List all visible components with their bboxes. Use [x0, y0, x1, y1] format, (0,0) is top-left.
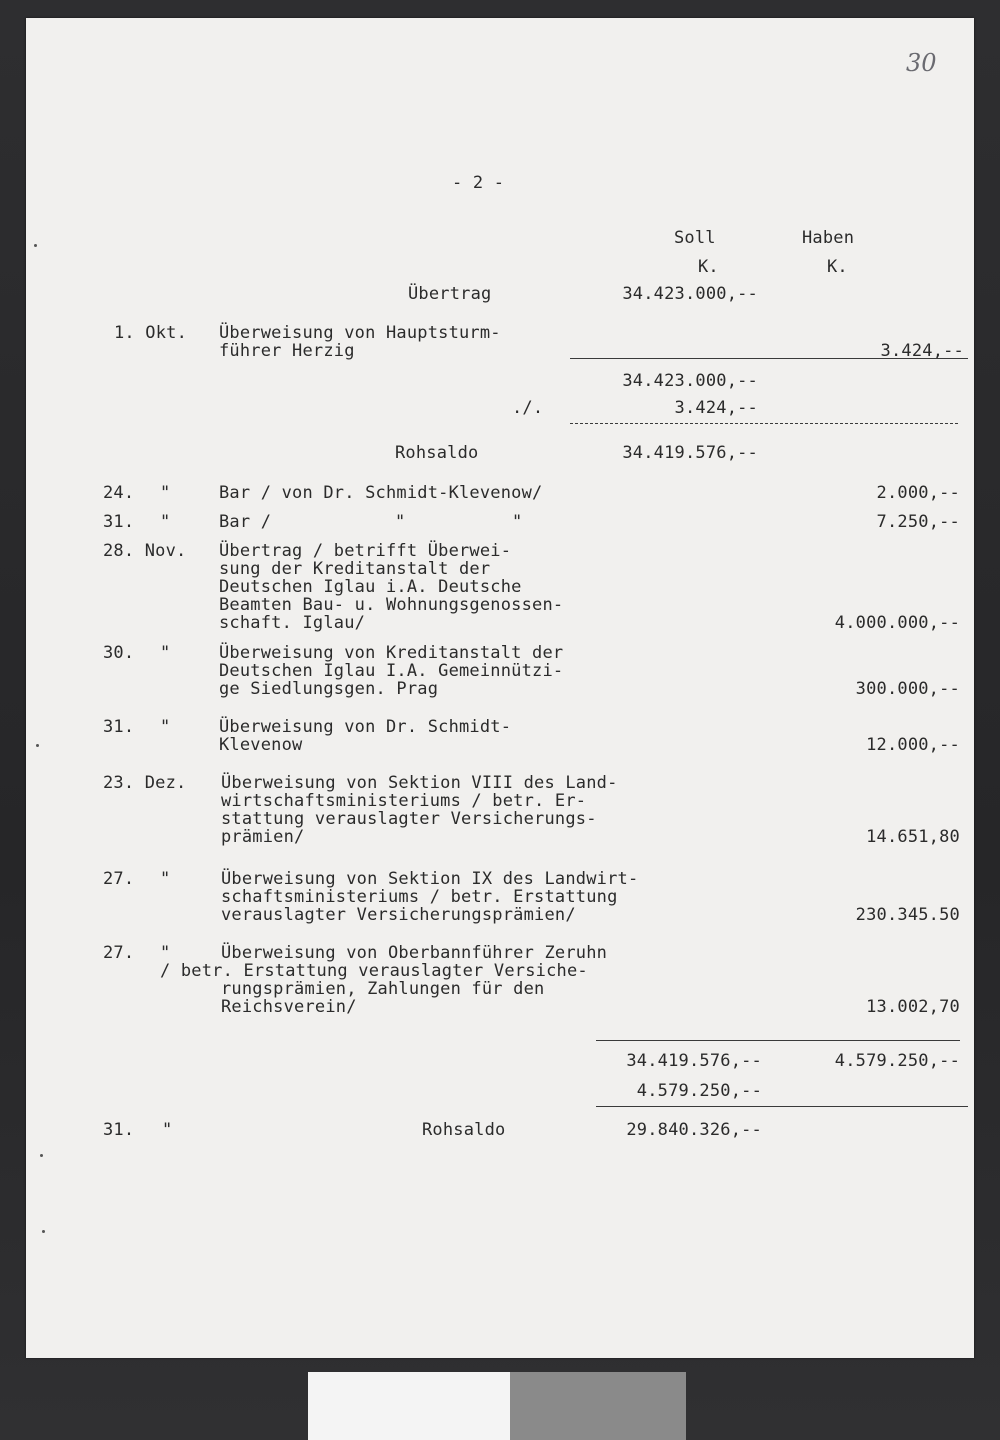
carry-soll: 34.423.000,--	[622, 284, 758, 304]
entry-date: 24.	[103, 483, 135, 503]
entry-haben: 230.345.50	[855, 905, 960, 925]
total-soll: 34.419.576,--	[626, 1051, 762, 1071]
ditto-mark: "	[162, 1120, 173, 1140]
rohsaldo-label: Rohsaldo	[395, 443, 479, 463]
entry-text: Beamten Bau- u. Wohnungsgenossen-	[219, 595, 564, 615]
ditto-mark: "	[160, 717, 171, 737]
entry-text: ge Siedlungsgen. Prag	[219, 679, 439, 699]
entry-text: Überweisung von Oberbannführer Zeruhn	[221, 943, 608, 963]
entry-haben: 7.250,--	[876, 512, 960, 532]
entry-text: Überweisung von Dr. Schmidt-	[219, 717, 512, 737]
entry-text: verauslagter Versicherungsprämien/	[221, 905, 576, 925]
entry-text: Bar /	[219, 512, 272, 532]
rule	[596, 1040, 960, 1041]
soll-unit: K.	[698, 257, 719, 277]
entry-text: Überweisung von Sektion VIII des Land-	[221, 773, 618, 793]
paper-speck	[36, 744, 39, 747]
final-rohsaldo-soll: 29.840.326,--	[626, 1120, 762, 1140]
entry-date: 23. Dez.	[103, 773, 187, 793]
entry-text: Klevenow	[219, 735, 303, 755]
entry-text: wirtschaftsministeriums / betr. Er-	[221, 791, 587, 811]
rule	[570, 423, 958, 424]
entry-text: Überweisung von Hauptsturm-	[219, 323, 501, 343]
entry-date: 27.	[103, 869, 135, 889]
entry-text: schaftsministeriums / betr. Erstattung	[221, 887, 618, 907]
handwritten-page-number: 30	[906, 49, 937, 77]
entry-text: Reichsverein/	[221, 997, 357, 1017]
entry-text: / betr. Erstattung verauslagter Versiche-	[160, 961, 588, 981]
entry-text: Deutschen Iglau i.A. Deutsche	[219, 577, 522, 597]
entry-haben: 14.651,80	[866, 827, 960, 847]
ditto-mark: "	[160, 643, 171, 663]
entry-text: stattung verauslagter Versicherungs-	[221, 809, 597, 829]
entry-date: 27.	[103, 943, 135, 963]
entry-haben: 3.424,--	[880, 341, 964, 361]
entry-text: Bar / von Dr. Schmidt-Klevenow/	[219, 483, 543, 503]
entry-date: 31.	[103, 512, 135, 532]
ditto-mark: "	[395, 512, 406, 532]
minus-value: 3.424,--	[674, 398, 758, 418]
entry-haben: 12.000,--	[866, 735, 960, 755]
paper-speck	[40, 1154, 43, 1157]
entry-haben: 2.000,--	[876, 483, 960, 503]
rule	[596, 1106, 968, 1107]
total-haben: 4.579.250,--	[834, 1051, 960, 1071]
entry-text: schaft. Iglau/	[219, 613, 366, 633]
entry-date: 1. Okt.	[114, 323, 188, 343]
rule	[570, 358, 968, 359]
minus-sign: ./.	[512, 398, 544, 418]
entry-text: prämien/	[221, 827, 305, 847]
ditto-mark: "	[160, 483, 171, 503]
entry-haben: 13.002,70	[866, 997, 960, 1017]
ditto-mark: "	[160, 943, 171, 963]
paper-speck	[42, 1230, 45, 1233]
ditto-mark: "	[160, 512, 171, 532]
final-rohsaldo-label: Rohsaldo	[422, 1120, 506, 1140]
calibration-strip-white	[308, 1372, 510, 1440]
entry-date: 31.	[103, 717, 135, 737]
entry-haben: 4.000.000,--	[834, 613, 960, 633]
ditto-mark: "	[160, 869, 171, 889]
total-minus: 4.579.250,--	[636, 1081, 762, 1101]
rohsaldo-soll: 34.419.576,--	[622, 443, 758, 463]
haben-header: Haben	[802, 228, 855, 248]
carry-label: Übertrag	[408, 284, 492, 304]
entry-text: rungsprämien, Zahlungen für den	[221, 979, 545, 999]
page-marker: - 2 -	[452, 173, 505, 193]
entry-haben: 300.000,--	[855, 679, 960, 699]
entry-date: 28. Nov.	[103, 541, 187, 561]
ditto-mark: "	[512, 512, 523, 532]
subtotal-soll: 34.423.000,--	[622, 371, 758, 391]
entry-text: Deutschen Iglau I.A. Gemeinnützi-	[219, 661, 564, 681]
calibration-strip-grey	[510, 1372, 686, 1440]
entry-text: führer Herzig	[219, 341, 355, 361]
entry-text: Überweisung von Kreditanstalt der	[219, 643, 564, 663]
entry-date: 30.	[103, 643, 135, 663]
haben-unit: K.	[827, 257, 848, 277]
paper-speck	[34, 244, 37, 247]
entry-text: Übertrag / betrifft Überwei-	[219, 541, 512, 561]
soll-header: Soll	[674, 228, 716, 248]
entry-text: sung der Kreditanstalt der	[219, 559, 491, 579]
entry-text: Überweisung von Sektion IX des Landwirt-	[221, 869, 639, 889]
document-page	[26, 18, 974, 1358]
entry-date: 31.	[103, 1120, 135, 1140]
